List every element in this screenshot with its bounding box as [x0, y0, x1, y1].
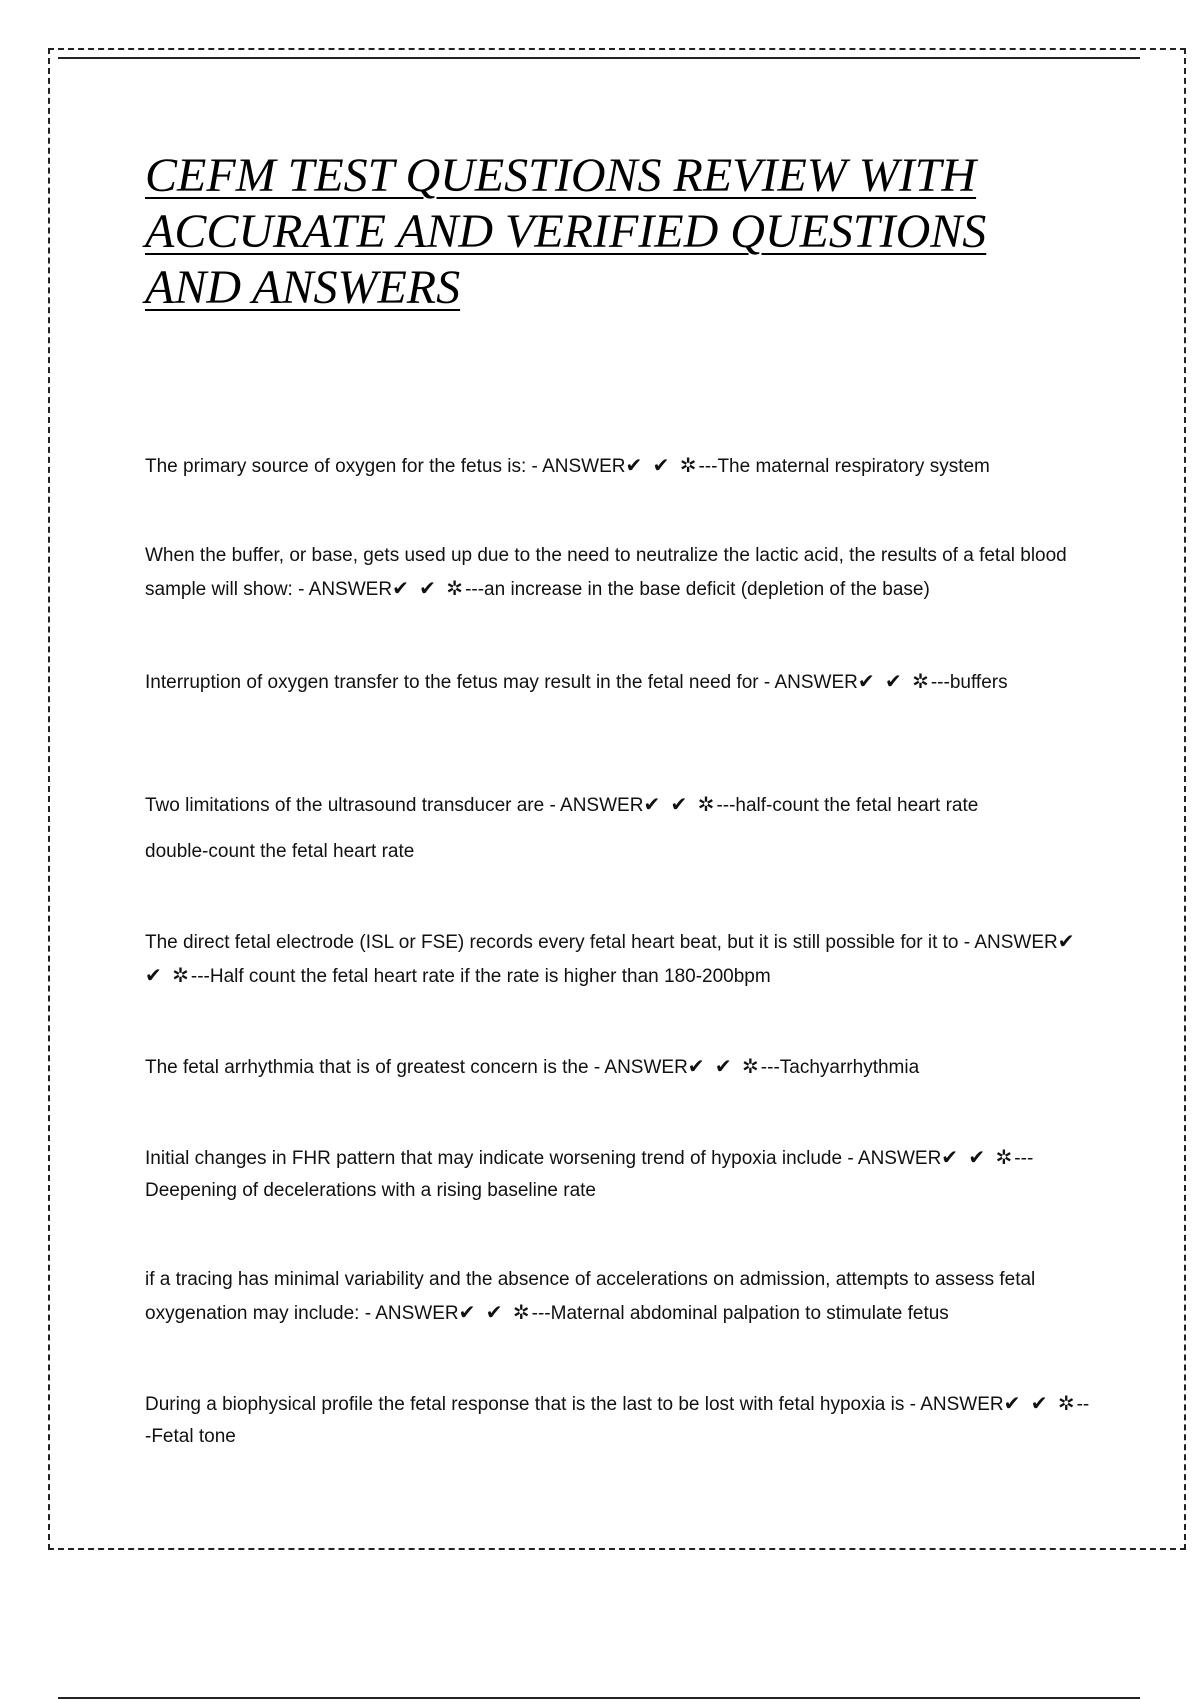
- qa-item-6: [145, 1050, 1095, 1084]
- answer-label: - ANSWER: [298, 579, 393, 600]
- qa-item-9: [145, 1387, 1095, 1453]
- document-title: CEFM TEST QUESTIONS REVIEW WITH ACCURATE AND VERIFIED QUESTIONS AND ANSWERS: [145, 149, 987, 314]
- check-marks-icon: ✔ ✔ ✲: [392, 576, 466, 600]
- answer-separator: ---: [698, 456, 718, 477]
- answer-label: - ANSWER: [909, 1394, 1004, 1415]
- check-marks-icon: ✔ ✔ ✲: [458, 1300, 532, 1324]
- qa-item-3: [145, 665, 1095, 699]
- qa-item-1: [145, 449, 1095, 483]
- check-marks-icon: ✔ ✔ ✲: [145, 929, 1077, 987]
- check-marks-icon: ✔ ✔ ✲: [625, 453, 699, 477]
- question-text: The direct fetal electrode (ISL or FSE) records every fetal heart beat, but it is still possible for it to: [145, 932, 964, 953]
- check-marks-icon: ✔ ✔ ✲: [1003, 1391, 1077, 1415]
- answer-separator: ---: [760, 1057, 780, 1078]
- question-text: The primary source of oxygen for the fetus is:: [145, 456, 532, 477]
- question-text: if a tracing has minimal variability and the absence of accelerations on admission, attempts to assess fetal oxygenation may include:: [145, 1269, 1036, 1324]
- answer-separator: ---: [930, 672, 950, 693]
- check-marks-icon: ✔ ✔ ✲: [643, 792, 717, 816]
- answer-separator: ---: [716, 795, 736, 816]
- answer-label: - ANSWER: [847, 1148, 942, 1169]
- qa-item-2: [145, 540, 1095, 606]
- answer-separator: ---: [145, 1394, 1090, 1447]
- answer-separator: ---: [190, 966, 210, 987]
- qa-item-5: [145, 925, 1095, 993]
- qa-item-7: [145, 1141, 1095, 1207]
- answer-separator: ---: [465, 579, 485, 600]
- answer-text: Tachyarrhythmia: [779, 1057, 920, 1078]
- answer-text: Half count the fetal heart rate if the rate is higher than 180-200bpm: [209, 966, 771, 987]
- question-text: When the buffer, or base, gets used up due to the need to neutralize the lactic acid, the results of a fetal blood sample will show:: [145, 545, 1067, 600]
- header-rule: [58, 57, 1140, 59]
- answer-separator: ---: [1014, 1148, 1034, 1169]
- check-marks-icon: ✔ ✔ ✲: [941, 1145, 1015, 1169]
- question-text: During a biophysical profile the fetal response that is the last to be lost with fetal hypoxia is: [145, 1394, 910, 1415]
- answer-label: - ANSWER: [531, 456, 626, 477]
- question-text: Two limitations of the ultrasound transducer are: [145, 795, 550, 816]
- qa-item-8: [145, 1264, 1095, 1330]
- answer-text: Fetal tone: [151, 1426, 236, 1447]
- answer-text: The maternal respiratory system: [717, 456, 990, 477]
- answer-label: - ANSWER: [963, 932, 1058, 953]
- answer-text: Maternal abdominal palpation to stimulate fetus: [550, 1303, 949, 1324]
- answer-label: - ANSWER: [593, 1057, 688, 1078]
- answer-text: buffers: [949, 672, 1008, 693]
- answer-text: an increase in the base deficit (depletion of the base): [484, 579, 930, 600]
- check-marks-icon: ✔ ✔ ✲: [687, 1054, 761, 1078]
- answer-text-extra: double-count the fetal heart rate: [145, 841, 415, 862]
- answer-text: Deepening of decelerations with a rising baseline rate: [145, 1180, 596, 1201]
- qa-item-4: [145, 788, 1095, 868]
- answer-label: - ANSWER: [364, 1303, 459, 1324]
- question-text: Interruption of oxygen transfer to the fetus may result in the fetal need for: [145, 672, 764, 693]
- answer-label: - ANSWER: [549, 795, 644, 816]
- footer-rule: [58, 1697, 1140, 1699]
- question-text: Initial changes in FHR pattern that may indicate worsening trend of hypoxia include: [145, 1148, 848, 1169]
- answer-label: - ANSWER: [763, 672, 858, 693]
- question-text: The fetal arrhythmia that is of greatest concern is the: [145, 1057, 594, 1078]
- answer-text: half-count the fetal heart rate: [735, 795, 979, 816]
- answer-separator: ---: [531, 1303, 551, 1324]
- check-marks-icon: ✔ ✔ ✲: [857, 669, 931, 693]
